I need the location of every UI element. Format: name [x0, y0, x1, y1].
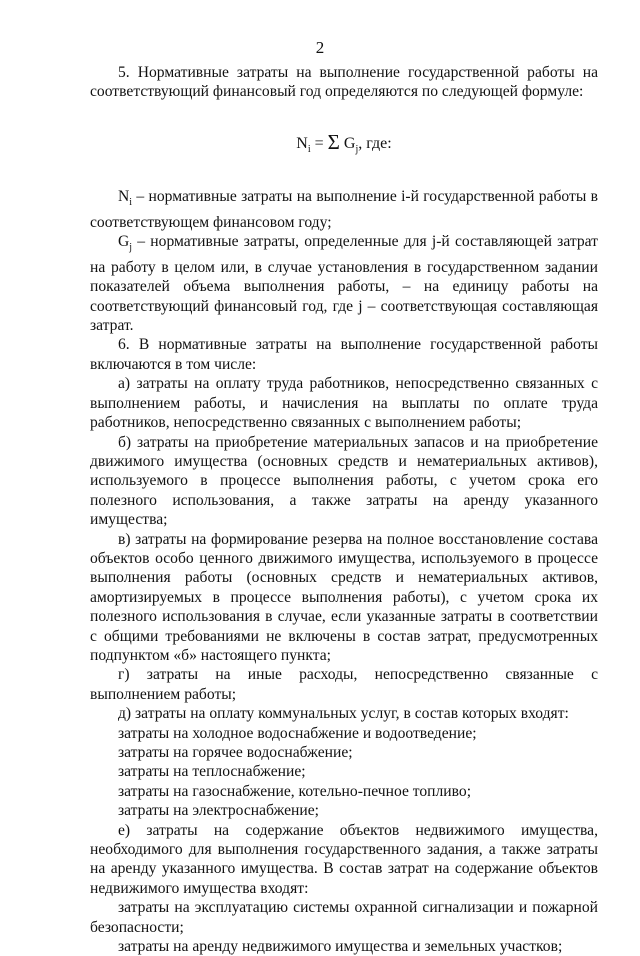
formula [90, 129, 598, 160]
formula-rhs-sub: j [355, 144, 359, 155]
item-a: а) затраты на оплату труда работников, непосредственно связанных с выполнением работы, и начисления на выплаты по оплате труда работников, непосредственно связанных с выполнением работы; [90, 375, 598, 432]
item-g: г) затраты на иные расходы, непосредственно связанные с выполнением работы; [90, 666, 598, 703]
def-g-text: – нормативные затраты, определенные для j-й составляющей затрат на работу в целом или, в случае установления в государственном задании показателей объема выполнения работы, – на единицу работы на соответствующий финансовый год, где j – соответствующая составляющая затрат. [90, 233, 598, 335]
rent-costs: затраты на аренду недвижимого имущества и земельных участков; [118, 938, 563, 956]
formula-tail: , где: [358, 134, 392, 152]
sigma-symbol: Σ [327, 129, 340, 154]
security-costs: затраты на эксплуатацию системы охранной сигнализации и пожарной безопасности; [90, 899, 598, 936]
item-e: е) затраты на содержание объектов недвижимого имущества, необходимого для выполнения государственного задания, а также затраты на аренду указанного имущества. В состав затрат на содержание объектов недвижимого имущества входят: [90, 821, 598, 897]
formula-eq: = [310, 134, 328, 152]
utility-gas: затраты на газоснабжение, котельно-печное топливо; [118, 782, 472, 800]
utility-electricity: затраты на электроснабжение; [118, 802, 319, 820]
def-g-symbol: G [118, 233, 130, 251]
paragraph-6: 6. В нормативные затраты на выполнение государственной работы включаются в том числе: [90, 336, 598, 373]
item-b: б) затраты на приобретение материальных запасов и на приобретение движимого имущества (основных средств и нематериальных активов), используемого в процессе выполнения работы, с учетом срока его полезного использования, а также затраты на аренду указанного имущества; [90, 433, 598, 529]
item-v: в) затраты на формирование резерва на полное восстановление состава объектов особо ценного движимого имущества, используемого в процессе выполнения работы (основных средств и нематериальных активов, амортизируемых в процессе выполнения работы), с учетом срока их полезного использования в случае, если указанные затраты в соответствии с общими требованиями не включены в состав затрат, предусмотренных подпунктом «б» настоящего пункта; [90, 530, 598, 664]
paragraph-5: 5. Нормативные затраты на выполнение государственной работы на соответствующий финансовый год определяются по следующей формуле: [90, 64, 598, 101]
document-body [90, 63, 598, 956]
def-n-text: – нормативные затраты на выполнение i-й государственной работы в соответствующем финансовом году; [90, 188, 598, 231]
formula-lhs-sub: i [307, 144, 311, 155]
utility-hot-water: затраты на горячее водоснабжение; [118, 744, 353, 761]
def-n-symbol: N [118, 188, 130, 206]
def-n-sub: i [129, 197, 133, 209]
def-g-sub: j [129, 242, 133, 254]
utility-heat: затраты на теплоснабжение; [118, 763, 306, 781]
definition-n [90, 187, 598, 232]
page-number: 2 [315, 38, 325, 57]
definition-g [90, 232, 598, 335]
utility-cold-water: затраты на холодное водоснабжение и водоотведение; [118, 724, 477, 742]
formula-rhs: G [339, 134, 356, 152]
item-d: д) затраты на оплату коммунальных услуг, в состав которых входят: [118, 705, 569, 723]
formula-lhs: N [296, 134, 308, 152]
